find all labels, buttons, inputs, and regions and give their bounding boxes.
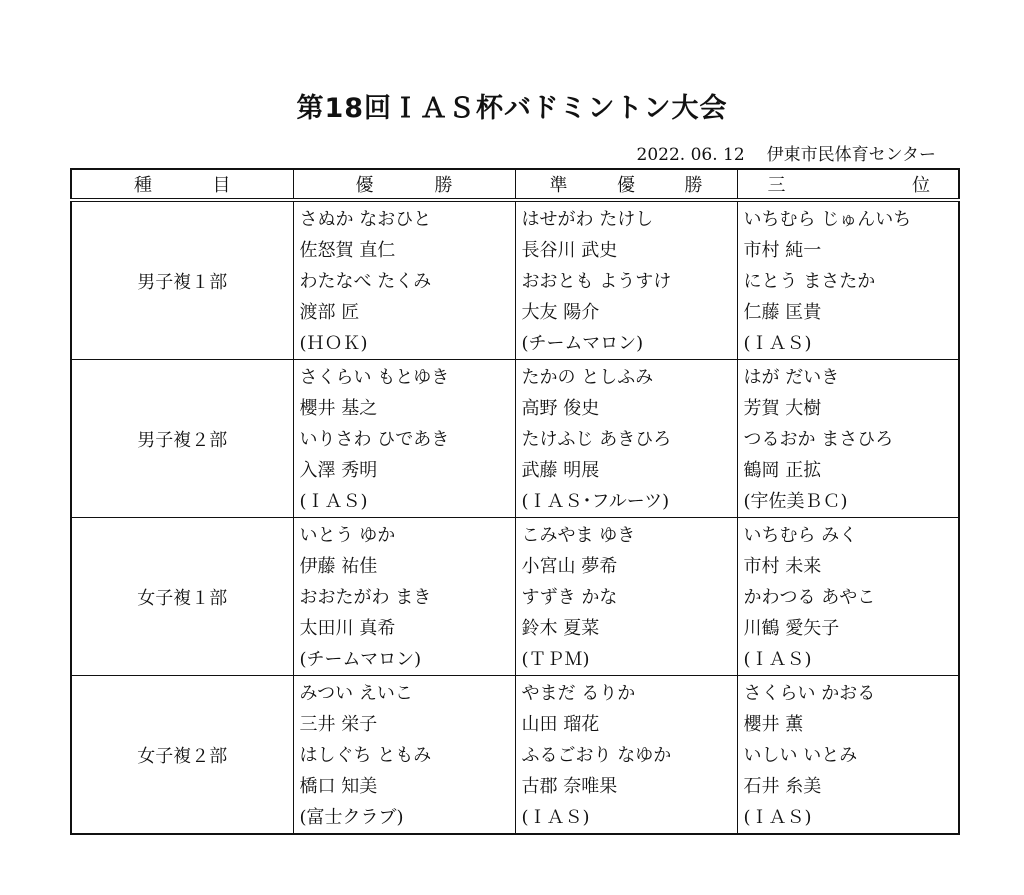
- player-reading: いとう ゆか: [299, 525, 396, 546]
- team-name: (ＩＡＳ): [743, 649, 812, 670]
- player-reading: つるおか まさひろ: [743, 429, 894, 450]
- player-name: 鈴木 夏菜: [521, 618, 600, 639]
- player-name: 入澤 秀明: [299, 460, 378, 481]
- header-event-char: 種: [134, 175, 152, 196]
- third-cell: [737, 518, 959, 676]
- player-reading: たけふじ あきひろ: [521, 429, 672, 450]
- player-reading: おおとも ようすけ: [521, 271, 672, 292]
- player-name: 鶴岡 正拡: [743, 460, 822, 481]
- table-row: [71, 200, 959, 360]
- team-name: (ＴＰＭ): [521, 649, 590, 670]
- event-name: 女子複１部: [71, 518, 293, 676]
- player-reading: さぬか なおひと: [299, 209, 432, 230]
- header-event: [71, 169, 293, 200]
- header-winner-char: 勝: [434, 175, 453, 196]
- event-name: 女子複２部: [71, 676, 293, 835]
- winner-cell: [293, 200, 515, 360]
- player-name: 仁藤 匡貴: [743, 302, 822, 323]
- header-third-char: 位: [912, 175, 930, 196]
- runner-up-cell: [515, 200, 737, 360]
- results-table: [70, 168, 960, 835]
- player-reading: こみやま ゆき: [521, 525, 636, 546]
- winner-cell: [293, 676, 515, 835]
- player-reading: いりさわ ひであき: [299, 429, 450, 450]
- player-name: 三井 栄子: [299, 714, 378, 735]
- runner-up-cell: [515, 360, 737, 518]
- header-third: [737, 169, 959, 200]
- player-name: 小宮山 夢希: [521, 556, 618, 577]
- header-event-char: 目: [212, 175, 231, 196]
- player-reading: やまだ るりか: [521, 683, 636, 704]
- player-name: 橋口 知美: [299, 776, 378, 797]
- player-reading: はせがわ たけし: [521, 209, 654, 230]
- team-name: (ＩＡＳ): [521, 807, 590, 828]
- player-name: 高野 俊史: [521, 398, 600, 419]
- third-cell: [737, 360, 959, 518]
- player-reading: いちむら みく: [743, 525, 858, 546]
- player-name: 川鶴 愛矢子: [743, 618, 840, 639]
- header-row: [71, 169, 959, 200]
- team-name: (ＩＡＳ･フルーツ): [521, 491, 670, 512]
- header-runner-up-char: 準: [549, 175, 568, 196]
- player-reading: かわつる あやこ: [743, 587, 876, 608]
- player-reading: みつい えいこ: [299, 683, 413, 704]
- player-reading: にとう まさたか: [743, 271, 876, 292]
- event-info: [637, 140, 936, 165]
- player-name: 大友 陽介: [521, 302, 600, 323]
- event-venue: 伊東市民体育センター: [766, 145, 936, 165]
- table-row: [71, 518, 959, 676]
- event-name: 男子複２部: [71, 360, 293, 518]
- header-winner-char: 優: [355, 175, 374, 196]
- player-reading: いしい いとみ: [743, 745, 858, 766]
- player-name: 太田川 真希: [299, 618, 396, 639]
- header-winner: [293, 169, 515, 200]
- team-name: (ＨＯＫ): [299, 333, 368, 354]
- header-runner-up-char: 勝: [684, 175, 703, 196]
- header-third-char: 三: [767, 175, 786, 196]
- player-name: 櫻井 基之: [299, 398, 378, 419]
- header-runner-up-char: 優: [617, 175, 635, 196]
- third-cell: [737, 200, 959, 360]
- player-name: 佐怒賀 直仁: [299, 240, 396, 261]
- third-cell: [737, 676, 959, 835]
- player-reading: はが だいき: [743, 367, 840, 388]
- team-name: (ＩＡＳ): [299, 491, 368, 512]
- player-name: 櫻井 薫: [743, 714, 804, 735]
- header-runner-up: [515, 169, 737, 200]
- player-reading: はしぐち ともみ: [299, 745, 432, 766]
- player-name: 市村 純一: [743, 240, 822, 261]
- player-name: 石井 糸美: [743, 776, 822, 797]
- player-reading: すずき かな: [521, 587, 618, 608]
- table-row: [71, 676, 959, 835]
- team-name: (チームマロン): [299, 649, 422, 670]
- player-reading: さくらい もとゆき: [299, 367, 450, 388]
- team-name: (ＩＡＳ): [743, 807, 812, 828]
- player-name: 芳賀 大樹: [743, 398, 822, 419]
- player-reading: おおたがわ まき: [299, 587, 432, 608]
- winner-cell: [293, 518, 515, 676]
- player-reading: いちむら じゅんいち: [743, 209, 912, 230]
- runner-up-cell: [515, 518, 737, 676]
- team-name: (チームマロン): [521, 333, 644, 354]
- page-title: 第18回ＩＡＳ杯バドミントン大会: [296, 93, 728, 124]
- player-name: 長谷川 武史: [521, 240, 618, 261]
- player-name: 市村 未来: [743, 556, 822, 577]
- team-name: (富士クラブ): [299, 807, 404, 828]
- team-name: (宇佐美ＢＣ): [743, 491, 848, 512]
- player-name: 武藤 明展: [521, 460, 600, 481]
- event-date: 2022. 06. 12: [636, 145, 745, 165]
- team-name: (ＩＡＳ): [743, 333, 812, 354]
- table-row: [71, 360, 959, 518]
- winner-cell: [293, 360, 515, 518]
- player-reading: わたなべ たくみ: [299, 271, 432, 292]
- runner-up-cell: [515, 676, 737, 835]
- event-name: 男子複１部: [71, 200, 293, 360]
- player-name: 伊藤 祐佳: [299, 556, 378, 577]
- player-name: 古郡 奈唯果: [521, 776, 618, 797]
- player-name: 渡部 匠: [299, 302, 360, 323]
- player-reading: さくらい かおる: [743, 683, 876, 704]
- player-name: 山田 瑠花: [521, 714, 600, 735]
- player-reading: たかの としふみ: [521, 367, 654, 388]
- player-reading: ふるごおり なゆか: [521, 745, 672, 766]
